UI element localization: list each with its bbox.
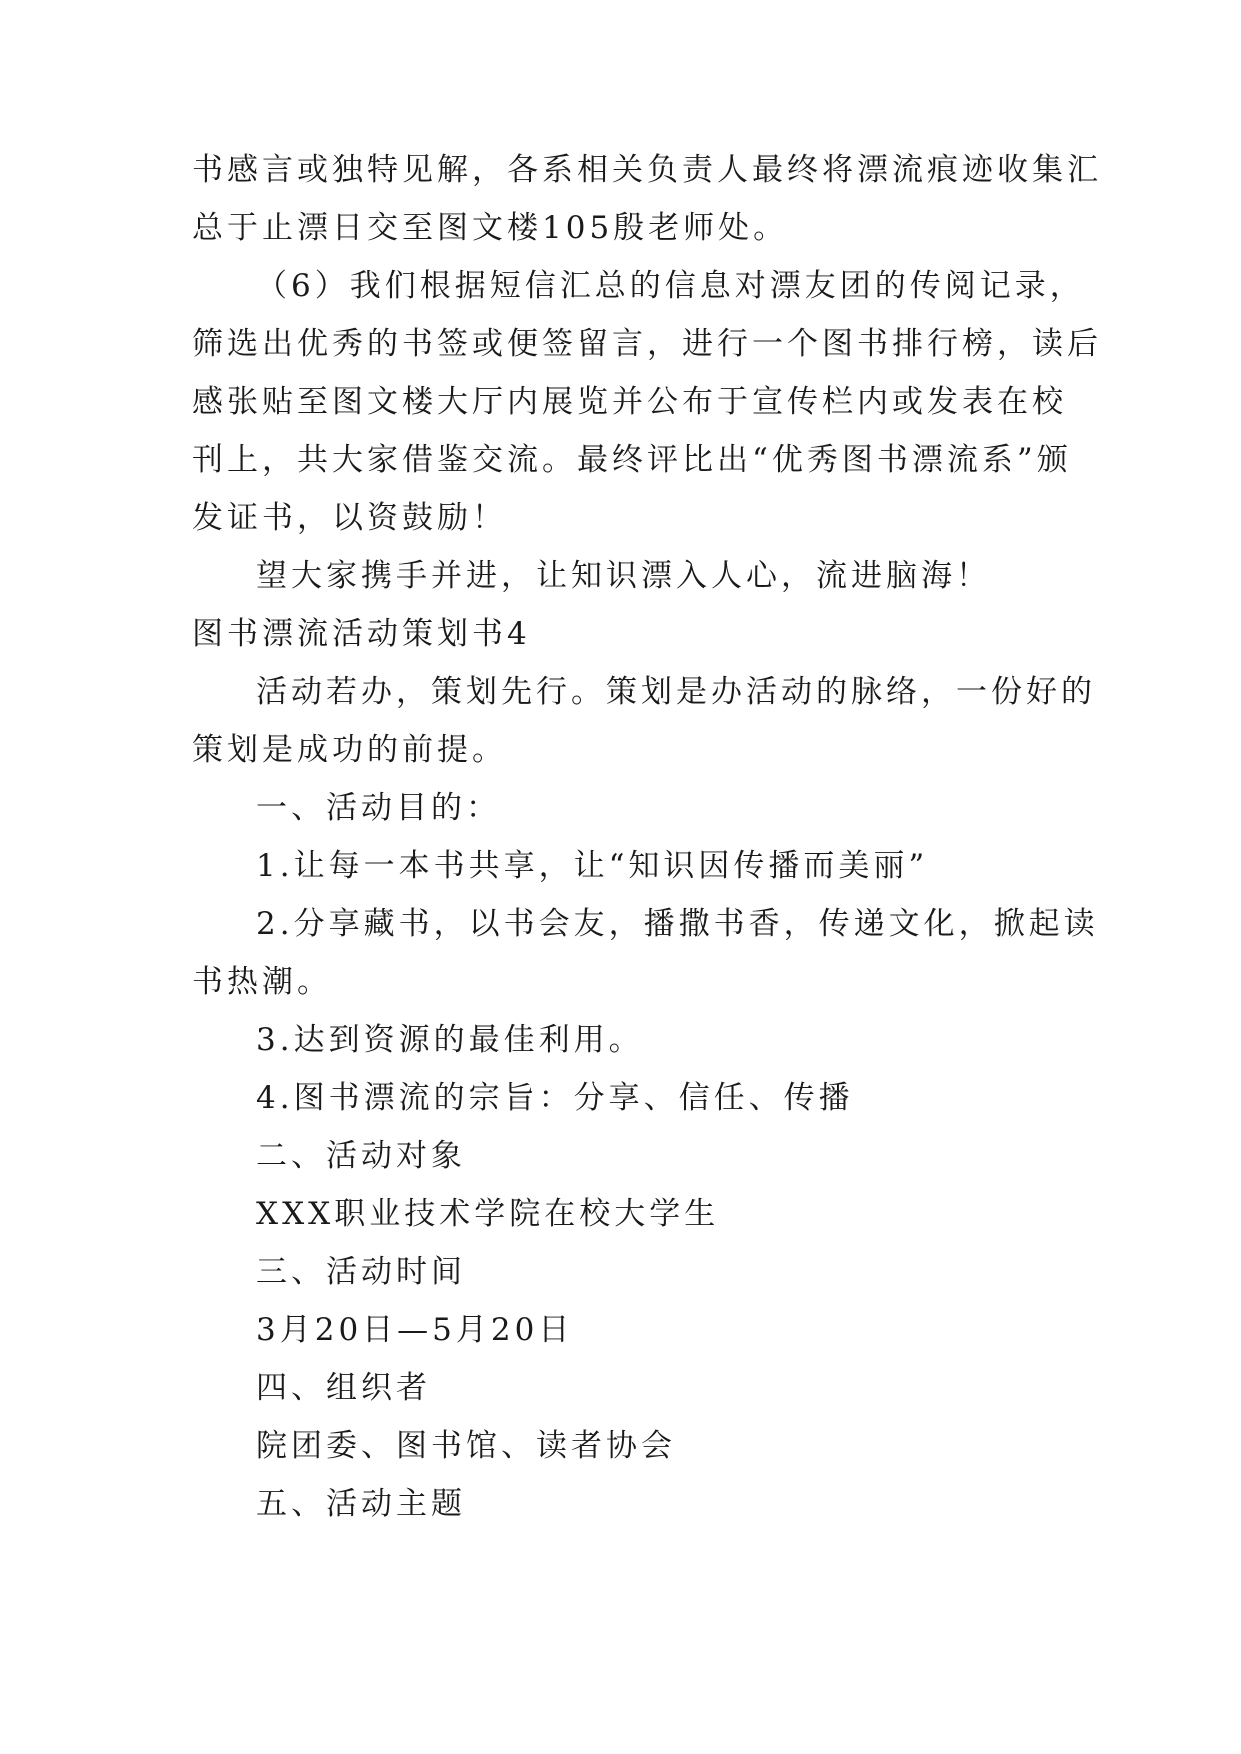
list-item: 1.让每一本书共享，让“知识因传播而美丽” <box>256 848 929 884</box>
text-line: 感张贴至图文楼大厅内展览并公布于宣传栏内或发表在校 <box>192 384 1067 420</box>
section-heading: 一、活动目的： <box>256 790 501 826</box>
text-line: 发证书，以资鼓励！ <box>192 500 507 536</box>
list-item: 3.达到资源的最佳利用。 <box>256 1022 644 1058</box>
section-heading: 图书漂流活动策划书4 <box>192 616 531 652</box>
text-line: 活动若办，策划先行。策划是办活动的脉络，一份好的 <box>256 674 1096 710</box>
text-line: XXX职业技术学院在校大学生 <box>256 1196 720 1232</box>
section-heading: 二、活动对象 <box>256 1138 466 1174</box>
text-line: 3月20日—5月20日 <box>256 1312 574 1348</box>
text-line: 筛选出优秀的书签或便签留言，进行一个图书排行榜，读后 <box>192 326 1102 362</box>
text-line: 院团委、图书馆、读者协会 <box>256 1428 676 1464</box>
text-line: 望大家携手并进，让知识漂入人心，流进脑海！ <box>256 558 991 594</box>
text-line: 策划是成功的前提。 <box>192 732 507 768</box>
text-line: 书感言或独特见解，各系相关负责人最终将漂流痕迹收集汇 <box>192 152 1102 188</box>
section-heading: 五、活动主题 <box>256 1486 466 1522</box>
text-line: 书热潮。 <box>192 964 332 1000</box>
text-line: （6）我们根据短信汇总的信息对漂友团的传阅记录， <box>256 268 1085 304</box>
list-item: 2.分享藏书，以书会友，播撒书香，传递文化，掀起读 <box>256 906 1099 942</box>
text-line: 刊上，共大家借鉴交流。最终评比出“优秀图书漂流系”颁 <box>192 442 1072 478</box>
section-heading: 三、活动时间 <box>256 1254 466 1290</box>
list-item: 4.图书漂流的宗旨：分享、信任、传播 <box>256 1080 854 1116</box>
text-line: 总于止漂日交至图文楼105殷老师处。 <box>192 210 789 246</box>
section-heading: 四、组织者 <box>256 1370 431 1406</box>
